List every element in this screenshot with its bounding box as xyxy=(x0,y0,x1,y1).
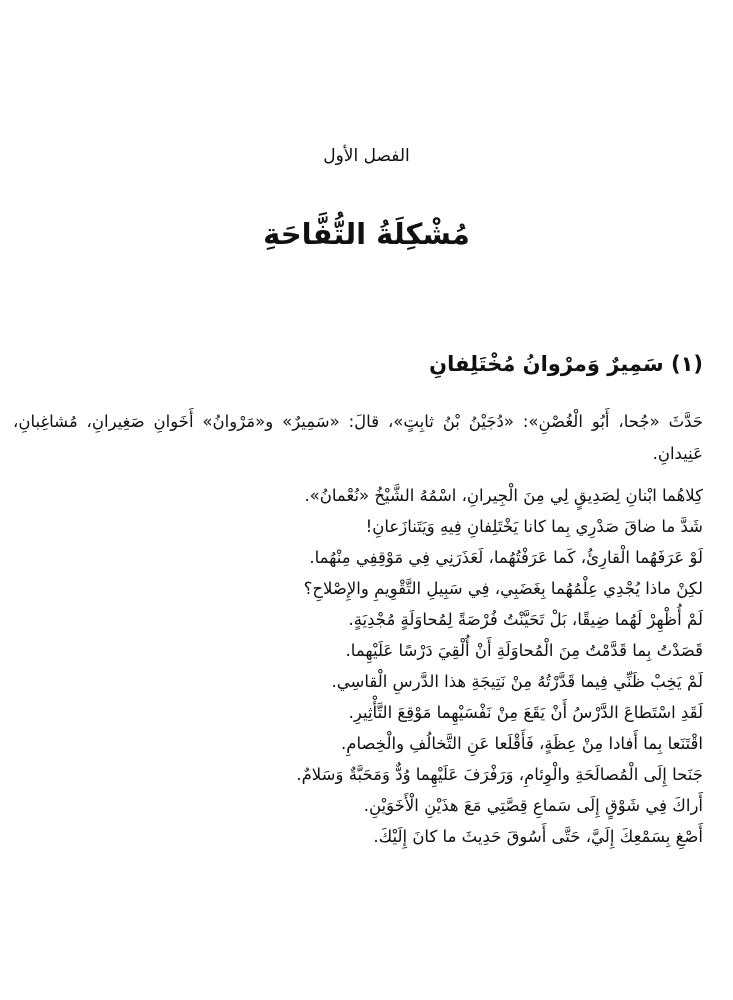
verse-list xyxy=(13,480,703,852)
verse-line: لَمْ يَخِبْ ظَنِّي فِيما قَدَّرْتُهُ مِنْ نَتِيجَةِ هذا الدَّرسِ الْقاسِي. xyxy=(331,672,703,691)
intro-paragraph: حَدَّثَ «جُحا، أَبُو الْغُصْنِ»: «دُجَيْنُ بْنُ ثابِتٍ»، قالَ: «سَمِيرٌ» و«مَرْوانُ» أَخَوانِ صَغِيرانِ، مُشاغِبانِ، عَنِيدانِ. xyxy=(13,412,703,463)
verse-line: شَدَّ ما ضاقَ صَدْرِي بِما كانا يَخْتَلِفانِ فِيهِ وَيَتَنازَعانِ! xyxy=(365,517,703,536)
verse-line: لَقَدِ اسْتَطاعَ الدَّرْسُ أَنْ يَقَعَ مِنْ نَفْسَيْهِما مَوْقِعَ التَّأْثِيرِ. xyxy=(348,703,703,722)
chapter-label: الفصل الأول xyxy=(323,146,410,166)
verse-line: لَمْ أُظْهِرْ لَهُما ضِيقًا، بَلْ تَحَيَّنْتُ فُرْصَةً لِمُحاوَلَةٍ مُجْدِيَةٍ. xyxy=(348,610,703,629)
verse-line: أَصْغِ بِسَمْعِكَ إِلَيَّ، حَتَّى أَسُوقَ حَدِيثَ ما كانَ إِلَيْكَ. xyxy=(373,827,703,846)
section-title: (١) سَمِيرٌ وَمرْوانُ مُخْتَلِفانِ xyxy=(429,352,703,376)
verse-line: اقْتَنَعا بِما أَفادا مِنْ عِظَةٍ، فَأَقْلَعا عَنِ التَّخالُفِ والْخِصامِ. xyxy=(341,734,703,753)
verse-line: جَنَحا إِلَى الْمُصالَحَةِ والْوِئامِ، وَرَفْرَفَ عَلَيْهِما وُدٌّ وَمَحَبَّةٌ وَسَلامٌ. xyxy=(296,765,703,784)
verse-line: قَصَدْتُ بِما قَدَّمْتُ مِنَ الْمُحاوَلَةِ أَنْ أُلْقِيَ دَرْسًا عَلَيْهِما. xyxy=(345,641,703,660)
verse-line: أَراكَ فِي شَوْقٍ إِلَى سَماعِ قِصَّتِي مَعَ هذَيْنِ الْأَخَوَيْنِ. xyxy=(363,796,703,815)
verse-line: لكِنْ ماذا يُجْدِي عِلْمُهُما بِغَضَبِي، فِي سَبِيلِ التَّقْوِيمِ والإِصْلاحِ؟ xyxy=(303,579,703,598)
chapter-title: مُشْكِلَةُ التُّفَّاحَةِ xyxy=(263,217,470,251)
verse-line: لَوْ عَرَفَهُما الْقارِئُ، كَما عَرَفْتُهُما، لَعَذَرَنِي فِي مَوْقِفِي مِنْهُما. xyxy=(309,548,703,567)
verse-line: كِلاهُما ابْنانِ لِصَدِيقٍ لِي مِنَ الْجِيرانِ، اسْمُهُ الشَّيْخُ «نُعْمانُ». xyxy=(304,486,703,505)
